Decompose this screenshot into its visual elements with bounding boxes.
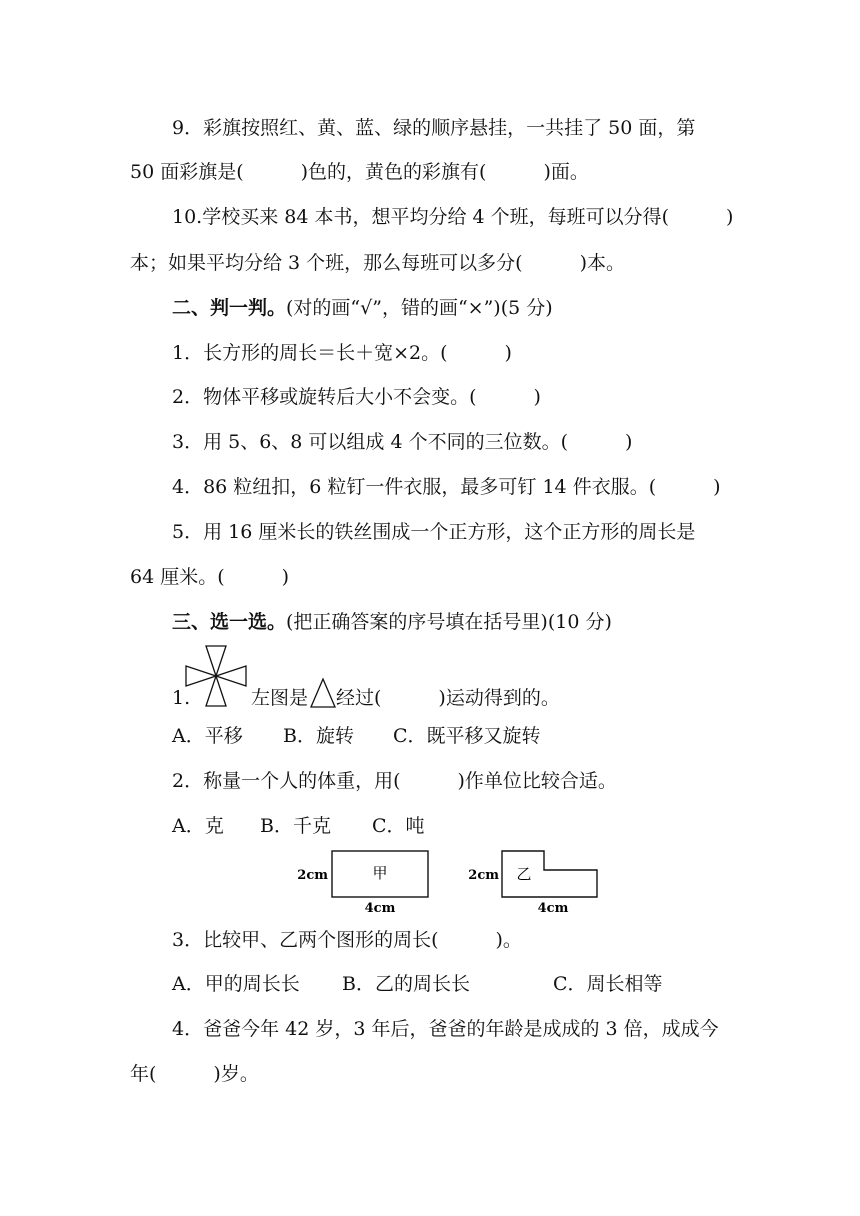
figure-jia-height-label: 2cm [297, 868, 328, 883]
section3-heading [172, 610, 612, 634]
q9-line1: 9．彩旗按照红、黄、蓝、绿的顺序悬挂，一共挂了 50 面，第 [172, 117, 696, 139]
section3-q4-line1: 4．爸爸今年 42 岁，3 年后，爸爸的年龄是成成的 3 倍，成成今 [172, 1018, 719, 1040]
section3-q1-option-b: B．旋转 [283, 725, 354, 747]
section2-item-3: 3．用 5、6、8 可以组成 4 个不同的三位数。( ) [172, 431, 633, 453]
section3-q2-text: 2．称量一个人的体重，用( )作单位比较合适。 [172, 770, 617, 792]
figure-yi-height-label: 2cm [468, 868, 499, 883]
section2-title: 二、判一判。 [172, 297, 287, 319]
section3-q1-text-after: 经过( )运动得到的。 [336, 687, 560, 709]
section3-q3-option-b: B．乙的周长长 [342, 973, 470, 995]
section2-item-4: 4．86 粒纽扣，6 粒钉一件衣服，最多可钉 14 件衣服。( ) [172, 476, 721, 498]
section3-q3-option-c: C．周长相等 [553, 973, 663, 995]
section3-q2-option-a: A．克 [172, 815, 224, 837]
section2-item-5-line2: 64 厘米。( ) [130, 566, 290, 588]
section3-instruction: (把正确答案的序号填在括号里)(10 分) [286, 611, 612, 633]
figure-yi-width-label: 4cm [537, 901, 569, 916]
pinwheel-figure [185, 645, 247, 707]
q9-line2: 50 面彩旗是( )色的，黄色的彩旗有( )面。 [130, 161, 589, 183]
section3-q4-line2: 年( )岁。 [130, 1063, 259, 1085]
q10-line2: 本；如果平均分给 3 个班，那么每班可以多分( )本。 [130, 252, 625, 274]
perimeter-figures [295, 845, 615, 920]
section3-q3-text: 3．比较甲、乙两个图形的周长( )。 [172, 929, 522, 951]
section3-q1-option-a: A．平移 [172, 725, 243, 747]
section2-heading [172, 296, 553, 320]
section2-item-5: 5．用 16 厘米长的铁丝围成一个正方形，这个正方形的周长是 [172, 521, 696, 543]
section3-q1-text-before: 左图是 [251, 687, 309, 709]
section2-item-1: 1．长方形的周长＝长＋宽×2。( ) [172, 342, 512, 364]
section3-q1-number: 1. [172, 687, 191, 709]
section2-instruction: (对的画“√”，错的画“×”)(5 分) [286, 297, 553, 319]
figure-jia-label: 甲 [372, 864, 388, 882]
q10-line1: 10.学校买来 84 本书，想平均分给 4 个班，每班可以分得( ) [172, 206, 734, 228]
section3-q1-option-c: C．既平移又旋转 [393, 725, 541, 747]
section3-q3-option-a: A．甲的周长长 [172, 973, 300, 995]
section3-q2-option-c: C．吨 [372, 815, 425, 837]
figure-jia-width-label: 4cm [364, 901, 396, 916]
figure-yi-label: 乙 [516, 865, 532, 883]
section3-title: 三、选一选。 [172, 611, 287, 633]
section3-q2-option-b: B．千克 [260, 815, 331, 837]
section2-item-2: 2．物体平移或旋转后大小不会变。( ) [172, 386, 541, 408]
triangle-figure [310, 678, 336, 708]
